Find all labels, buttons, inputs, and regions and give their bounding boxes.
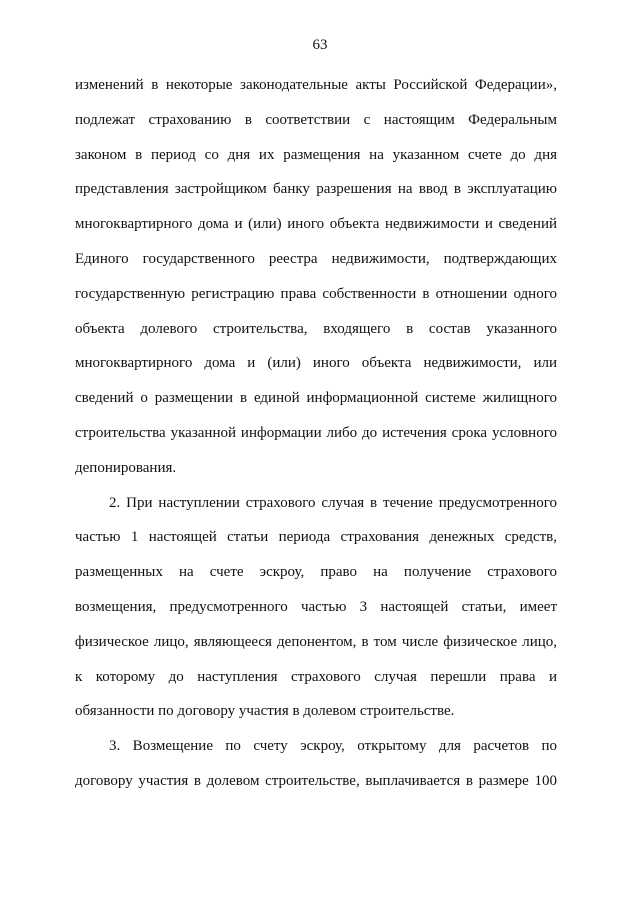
paragraph-3-line-1: 3. Возмещение по счету эскроу, открытому для расчетов по xyxy=(109,738,557,755)
paragraph-1-line-11: строительства указанной информации либо до истечения срока условного xyxy=(75,424,557,441)
paragraph-2-line-3: размещенных на счете эскроу, право на получение страхового xyxy=(75,564,557,581)
paragraph-3-line-2: договору участия в долевом строительстве, выплачивается в размере 100 xyxy=(75,772,557,789)
paragraph-2-line-5: физическое лицо, являющееся депонентом, в том числе физическое лицо, xyxy=(75,633,557,650)
paragraph-1-line-9: многоквартирного дома и (или) иного объекта недвижимости, или xyxy=(75,355,557,372)
paragraph-2-line-1: 2. При наступлении страхового случая в течение предусмотренного xyxy=(109,494,557,511)
paragraph-1-line-7: государственную регистрацию права собственности в отношении одного xyxy=(75,285,557,302)
paragraph-1-line-5: многоквартирного дома и (или) иного объекта недвижимости и сведений xyxy=(75,216,557,233)
paragraph-1-line-6: Единого государственного реестра недвижимости, подтверждающих xyxy=(75,250,557,267)
paragraph-1-line-2: подлежат страхованию в соответствии с настоящим Федеральным xyxy=(75,111,557,128)
paragraph-1-line-1: изменений в некоторые законодательные акты Российской Федерации», xyxy=(75,77,557,93)
paragraph-1-line-4: представления застройщиком банку разрешения на ввод в эксплуатацию xyxy=(75,181,557,198)
paragraph-2-line-6: к которому до наступления страхового случая перешли права и xyxy=(75,668,557,685)
paragraph-1-line-12: депонирования. xyxy=(75,459,177,476)
body-text xyxy=(75,68,557,799)
paragraph-1-line-10: сведений о размещении в единой информационной системе жилищного xyxy=(75,390,557,407)
paragraph-2-line-7: обязанности по договору участия в долевом строительстве. xyxy=(75,703,455,720)
paragraph-2-line-4: возмещения, предусмотренного частью 3 настоящей статьи, имеет xyxy=(75,598,557,615)
page-number: 63 xyxy=(312,37,328,53)
paragraph-2-line-2: частью 1 настоящей статьи периода страхования денежных средств, xyxy=(75,529,557,546)
paragraph-1-line-8: объекта долевого строительства, входящего в состав указанного xyxy=(75,320,557,337)
paragraph-1-line-3: законом в период со дня их размещения на указанном счете до дня xyxy=(75,146,557,163)
